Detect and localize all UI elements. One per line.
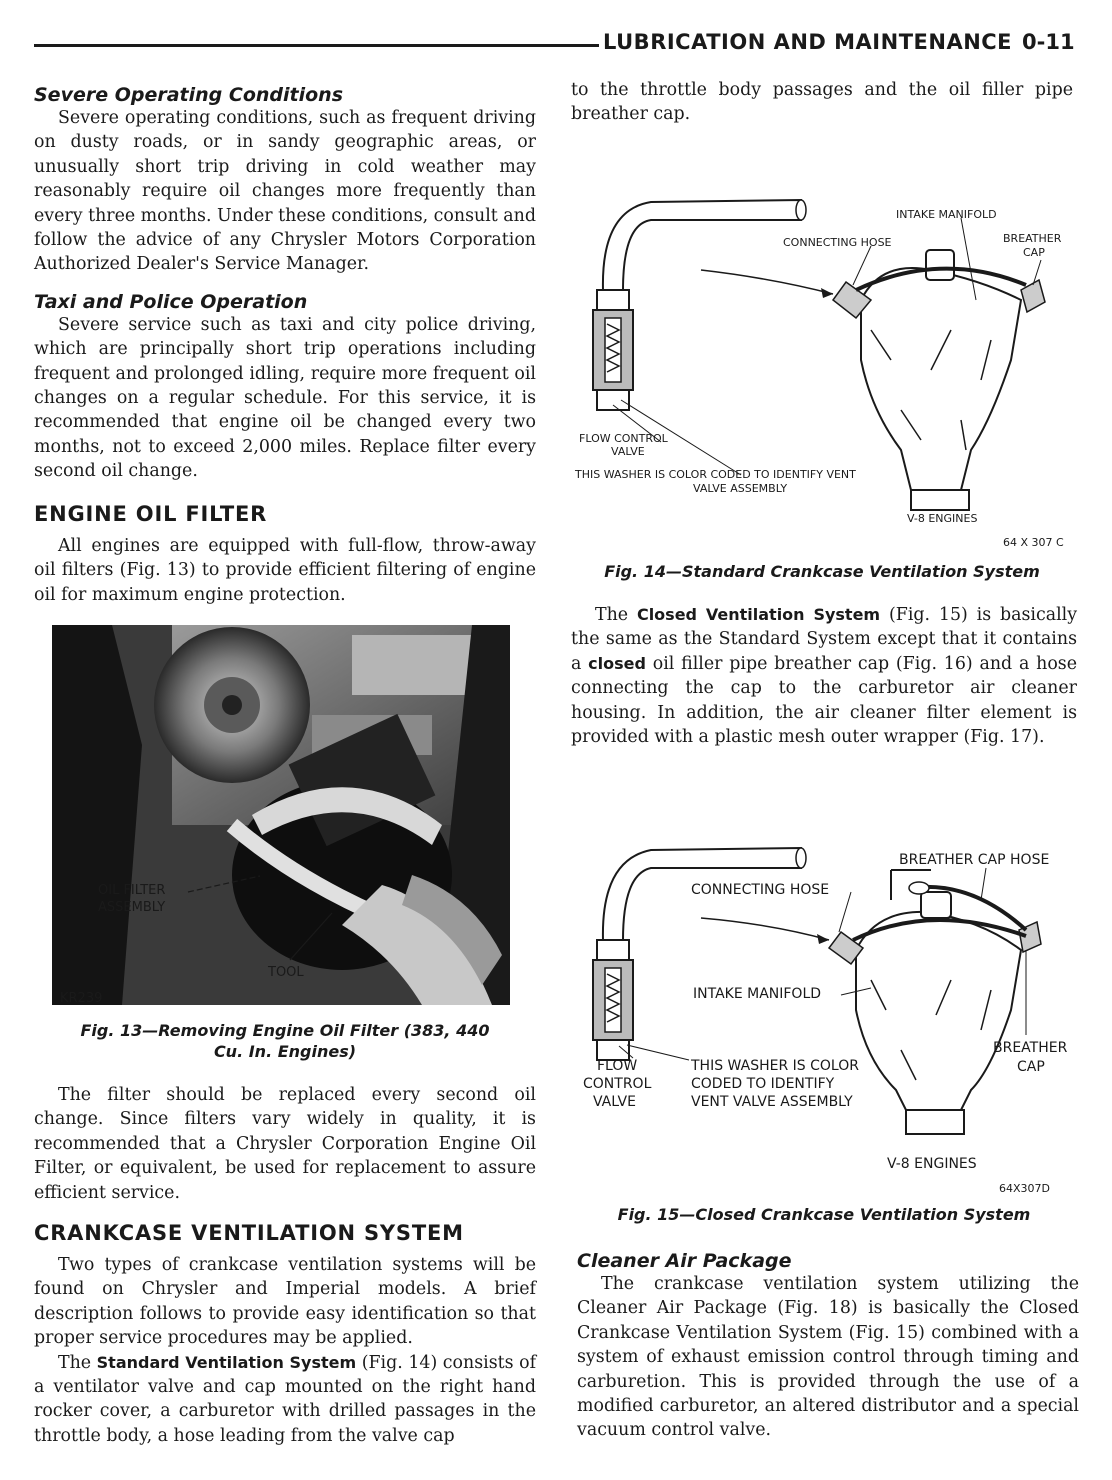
fig14-label-breather-1: BREATHER: [1003, 232, 1062, 245]
std-bold-term: Standard Ventilation System: [96, 1352, 357, 1372]
fig14-caption: [571, 561, 1073, 582]
fig15-label-washer-1: THIS WASHER IS COLOR: [691, 1058, 859, 1074]
fig14-diagram: [571, 190, 1073, 550]
std-rest: (Fig. 14) consists of a ventilator valve and cap mounted on the right hand rocker cover, a carburetor with drilled passages in the throttle body, a hose leading from the valve cap: [34, 1352, 537, 1446]
fig15-caption-text: Fig. 15—Closed Crankcase Ventilation System: [617, 1205, 1031, 1224]
fig14-label-flow-2: VALVE: [611, 445, 645, 458]
oil-filter-intro-text: All engines are equipped with full-flow, throw-away oil filters (Fig. 13) to provide efficient filtering of engine oil for maximum engine protection.: [34, 535, 536, 605]
closed-bold-term: Closed Ventilation System: [636, 605, 881, 624]
fig13-caption: [34, 1020, 536, 1062]
fig14-label-flow-1: FLOW CONTROL: [579, 432, 668, 445]
fig15-diagram: [571, 840, 1073, 1200]
fig14-code: 64 X 307 C: [1003, 536, 1064, 549]
crankcase-intro-text: Two types of crankcase ventilation systems will be found on Chrysler and Imperial models. A brief description follows to provide easy identification so that proper service procedures may be applied.: [34, 1255, 536, 1349]
closed-bold-word: closed: [588, 653, 646, 673]
right-column-lower: [577, 1250, 1079, 1443]
page-number: 0-11: [1022, 30, 1075, 54]
fig14-caption-text: Fig. 14—Standard Crankcase Ventilation System: [604, 562, 1040, 581]
heading-crankcase-ventilation: CRANKCASE VENTILATION SYSTEM: [34, 1221, 464, 1246]
heading-cleaner-air-package: Cleaner Air Package: [577, 1250, 792, 1272]
left-column: [34, 84, 536, 607]
fig13-code: KR239: [60, 991, 103, 1006]
taxi-police-text: Severe service such as taxi and city police driving, which are principally short trip operations including frequent and prolonged idling, require more frequent oil changes on a regular schedule. For this service, it is recommended that engine oil be changed every two months, not to exceed 2,000 miles. Replace filter every second oil change.: [34, 314, 536, 482]
page-header-title: LUBRICATION AND MAINTENANCE: [603, 30, 1013, 54]
fig13-leader-oil-filter: [180, 870, 270, 900]
closed-ventilation-text: [571, 603, 1077, 749]
heading-engine-oil-filter: ENGINE OIL FILTER: [34, 501, 268, 526]
closed-mid: (Fig. 15) is basically the same as the Standard System except that it contains a: [571, 605, 1078, 674]
right-column-mid: [571, 603, 1077, 749]
continued-text: to the throttle body passages and the oil filler pipe breather cap.: [571, 80, 1073, 125]
std-prefix: The: [58, 1352, 92, 1373]
right-column-top: [571, 78, 1073, 127]
fig13-caption-line2: Cu. In. Engines): [213, 1042, 357, 1061]
fig14-label-engines: V-8 ENGINES: [907, 512, 978, 525]
fig15-label-breather-1: BREATHER: [993, 1040, 1068, 1056]
fig15-label-washer-2: CODED TO IDENTIFY: [691, 1076, 835, 1092]
fig15-label-connecting-hose: CONNECTING HOSE: [691, 882, 830, 898]
fig15-label-intake-manifold: INTAKE MANIFOLD: [693, 986, 822, 1002]
fig14-label-intake-manifold: INTAKE MANIFOLD: [896, 208, 997, 221]
fig15-label-washer-3: VENT VALVE ASSEMBLY: [691, 1094, 853, 1110]
fig14-label-washer-2: VALVE ASSEMBLY: [693, 482, 788, 495]
severe-operating-text: Severe operating conditions, such as frequent driving on dusty roads, or in sandy geographic areas, or unusually short trip driving in cold weather may reasonably require oil changes more frequently than every three months. Under these conditions, consult and follow the advice of any Chrysler Motors Corporation Authorized Dealer's Service Manager.: [34, 108, 536, 275]
fig15-label-breather-2: CAP: [1017, 1059, 1045, 1075]
closed-rest: oil filler pipe breather cap (Fig. 16) and a hose connecting the cap to the carburetor air cleaner housing. In addition, the air cleaner filter element is provided with a plastic mesh outer wrapper (Fig. 17).: [571, 653, 1078, 748]
fig15-label-engines: V-8 ENGINES: [887, 1156, 977, 1172]
closed-prefix: The: [595, 605, 629, 625]
fig13-leader-tool: [280, 905, 340, 965]
heading-severe-operating-conditions: Severe Operating Conditions: [34, 84, 344, 106]
cleaner-air-text: The crankcase ventilation system utilizing the Cleaner Air Package (Fig. 18) is basically the Closed Crankcase Ventilation System (Fig. 15) combined with a system of exhaust emission control through timing and carburetion. This is provided through the use of a modified carburetor, an altered distributor and a special vacuum control valve.: [577, 1274, 1079, 1441]
fig13-label-tool: TOOL: [268, 965, 304, 980]
fig15-label-flow-2: CONTROL: [583, 1076, 652, 1092]
fig15-label-breather-cap-hose: BREATHER CAP HOSE: [899, 852, 1050, 868]
fig15-code: 64X307D: [999, 1182, 1050, 1195]
fig15-label-flow-3: VALVE: [593, 1094, 636, 1110]
left-column-lower: [34, 1083, 536, 1448]
fig15-label-flow-1: FLOW: [597, 1058, 638, 1074]
fig13-label-line1: OIL FILTER: [98, 883, 166, 898]
fig14-label-breather-2: CAP: [1023, 246, 1045, 259]
fig13-label-line2: ASSEMBLY: [98, 900, 166, 915]
header-rule: [34, 44, 599, 47]
fig14-label-washer-1: THIS WASHER IS COLOR CODED TO IDENTIFY VENT: [575, 468, 856, 481]
fig13-label-oil-filter: [98, 882, 165, 916]
standard-ventilation-text: [34, 1351, 536, 1449]
fig15-caption: [571, 1204, 1077, 1225]
fig13-caption-line1: Fig. 13—Removing Engine Oil Filter (383, 440: [80, 1021, 490, 1040]
heading-taxi-police: Taxi and Police Operation: [34, 290, 308, 313]
fig14-label-connecting-hose: CONNECTING HOSE: [783, 236, 892, 249]
oil-filter-replace-text: The filter should be replaced every second oil change. Since filters vary widely in quality, it is recommended that a Chrysler Corporation Engine Oil Filter, or equivalent, be used for replacement to assure efficient service.: [34, 1085, 536, 1203]
